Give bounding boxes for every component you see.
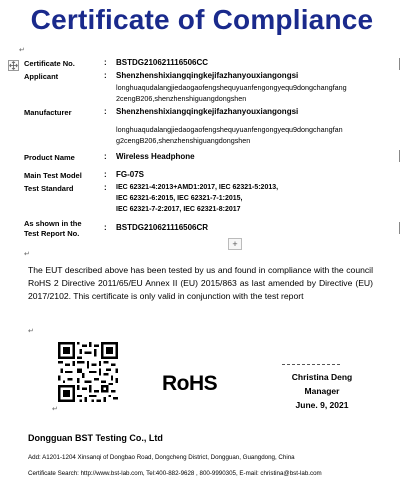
manufacturer-label: Manufacturer <box>24 108 72 117</box>
certificate-no-value: BSTDG210621116506CC <box>116 58 209 67</box>
test-report-no-value: BSTDG210621116506CR <box>116 223 209 232</box>
applicant-address-line1: longhuaqudalangjiedaogaofengshequyuanfengongyequ9dongchangfang <box>116 83 347 92</box>
signature-line <box>282 364 340 366</box>
compliance-statement: The EUT described above has been tested by us and found in compliance with the council RoHS 2 Directive 2011/65/EU Annex II (EU) 2015/863 as last amended by Directive (EU) 2017/2102. This certificate is only valid in conjunction with the test report <box>28 265 373 302</box>
test-report-label-line2: Test Report No. <box>24 229 80 238</box>
signatory-name: Christina Deng <box>291 372 353 382</box>
test-standard-line: IEC 62321-7-2:2017, IEC 62321-8:2017 <box>116 206 241 213</box>
main-test-model-value: FG-07S <box>116 170 145 179</box>
test-standard-label: Test Standard <box>24 184 74 193</box>
manufacturer-address-line2: g2cengB206,shenzhenshiguangdongshen <box>116 136 251 145</box>
move-handle-icon[interactable] <box>8 60 19 71</box>
lab-address: Add: A1201-1204 Xinsanqi of Dongbao Road, Dongcheng District, Dongguan, Guangdong, China <box>28 454 295 461</box>
qr-code <box>58 342 118 402</box>
product-name-value: Wireless Headphone <box>116 152 195 161</box>
certificate-search-line: Certificate Search: http://www.bst-lab.com, Tel:400-882-9628 , 800-9990305, E-mail: christina@bst-lab.com <box>28 470 322 477</box>
certificate-no-label: Certificate No. <box>24 59 75 68</box>
cell-end-mark <box>399 150 404 162</box>
test-standard-line: IEC 62321-6:2015, IEC 62321-7-1:2015, <box>116 195 243 202</box>
applicant-label: Applicant <box>24 72 59 81</box>
manufacturer-address-line1: longhuaqudalangjiedaogaofengshequyuanfengongyequ9dongchangfan <box>116 125 343 134</box>
paragraph-mark: ↵ <box>19 47 25 54</box>
signatory-title: Manager <box>304 386 340 396</box>
add-row-icon[interactable]: + <box>228 238 242 250</box>
certificate-date: June. 9, 2021 <box>295 400 349 410</box>
product-name-label: Product Name <box>24 153 75 162</box>
main-test-model-label: Main Test Model <box>24 171 82 180</box>
test-report-label-line1: As shown in the <box>24 219 82 228</box>
applicant-address-line2: 2cengB206,shenzhenshiguangdongshen <box>116 94 247 103</box>
certificate-title: Certificate of Compliance <box>30 4 374 35</box>
lab-name: Dongguan BST Testing Co., Ltd <box>28 433 163 443</box>
cell-end-mark <box>399 222 404 234</box>
cell-end-mark <box>399 58 404 70</box>
test-standard-line: IEC 62321-4:2013+AMD1:2017, IEC 62321-5:2013, <box>116 184 279 191</box>
rohs-logo: RoHS <box>162 372 218 395</box>
manufacturer-name: Shenzhenshixiangqingkejifazhanyouxiangongsi <box>116 107 299 116</box>
applicant-name: Shenzhenshixiangqingkejifazhanyouxiangongsi <box>116 71 299 80</box>
